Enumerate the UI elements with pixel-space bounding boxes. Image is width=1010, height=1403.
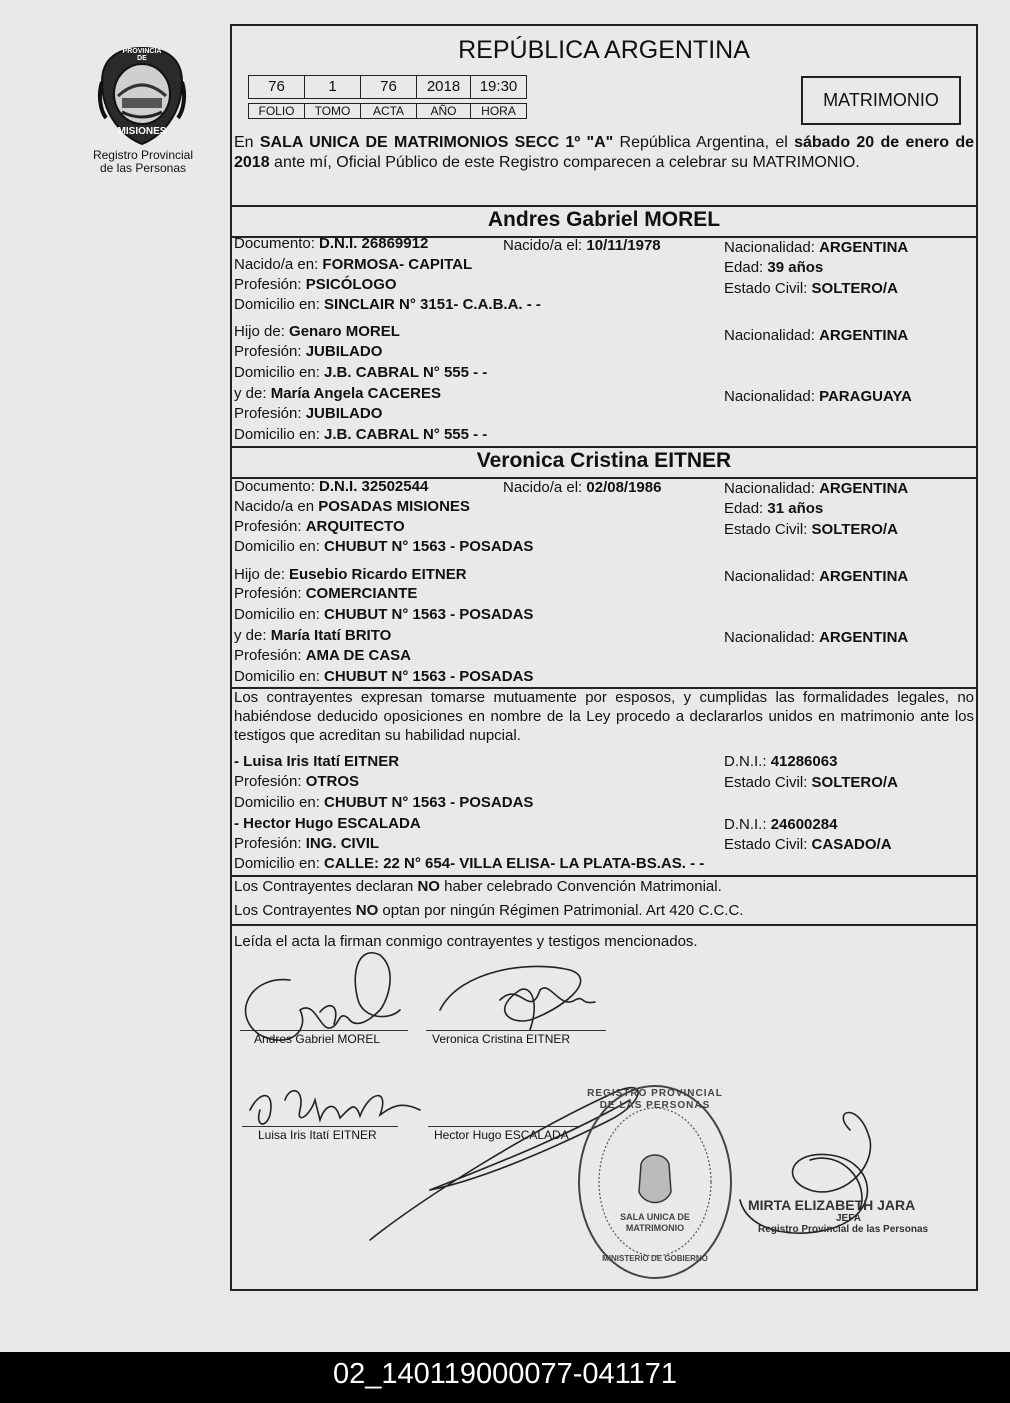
label: Nacionalidad: — [724, 239, 815, 256]
divider — [230, 205, 976, 207]
label: Profesión: — [234, 343, 302, 360]
label: Edad: — [724, 259, 764, 276]
witness1-dni — [724, 753, 837, 771]
value: JUBILADO — [305, 405, 383, 422]
intro-mid: República Argentina, el — [613, 134, 795, 151]
label: Profesión: — [234, 835, 302, 852]
spouse2-profession — [234, 518, 405, 536]
witness2-address — [234, 855, 704, 873]
spouse1-profession — [234, 276, 397, 294]
spouse1-address — [234, 296, 541, 314]
emphasis: NO — [417, 878, 440, 895]
label: y de: — [234, 385, 267, 402]
value: SOLTERO/A — [811, 774, 898, 791]
spouse1-civil-status — [724, 280, 898, 298]
value: SOLTERO/A — [811, 280, 898, 297]
label: Profesión: — [234, 518, 302, 535]
record-year-label: AÑO — [416, 103, 471, 119]
label: Profesión: — [234, 585, 302, 602]
value: FORMOSA- CAPITAL — [322, 256, 473, 273]
witness2-signature-label: Hector Hugo ESCALADA — [434, 1128, 569, 1142]
divider — [230, 875, 976, 877]
spouse1-mother — [234, 385, 441, 403]
value: J.B. CABRAL N° 555 - - — [324, 364, 488, 381]
intro-place: SALA UNICA DE MATRIMONIOS SECC 1º "A" — [259, 134, 614, 151]
text: Los Contrayentes declaran — [234, 878, 418, 895]
label: Nacido/a en — [234, 498, 315, 515]
label: Nacionalidad: — [724, 388, 815, 405]
record-folio-label: FOLIO — [248, 103, 305, 119]
intro-suffix: ante mí, Oficial Público de este Registro comparecen a celebrar su MATRIMONIO. — [269, 154, 860, 171]
divider — [230, 924, 976, 926]
value: ING. CIVIL — [305, 835, 380, 852]
intro-date: sábado 20 de enero de 2018 — [234, 134, 974, 171]
intro-paragraph — [234, 133, 974, 173]
label: D.N.I.: — [724, 753, 767, 770]
value: D.N.I. 26869912 — [319, 235, 429, 252]
value: SINCLAIR N° 3151- C.A.B.A. - - — [324, 296, 541, 313]
value: SOLTERO/A — [811, 521, 898, 538]
spouse2-mother-profession — [234, 647, 411, 665]
logo-lettering-bottom: MISIONES — [117, 126, 167, 137]
spouse1-birth-date — [503, 237, 661, 255]
label: Profesión: — [234, 405, 302, 422]
stamp-outer-text: REGISTRO PROVINCIAL DE LAS PERSONAS — [587, 1088, 723, 1111]
label: Estado Civil: — [724, 774, 808, 791]
value: ARQUITECTO — [305, 518, 405, 535]
label: y de: — [234, 627, 267, 644]
witness1-civil-status — [724, 774, 898, 792]
witness1-address — [234, 794, 533, 812]
document-code: 02_140119000077-041171 — [332, 1358, 678, 1390]
spouse1-document — [234, 235, 428, 253]
label: Documento: — [234, 235, 315, 252]
label: Estado Civil: — [724, 521, 808, 538]
value: ARGENTINA — [819, 629, 909, 646]
logo-caption-line2: de las Personas — [99, 161, 187, 175]
spouse2-father — [234, 566, 467, 584]
spouse2-mother-address — [234, 668, 533, 686]
spouse2-birth-date — [503, 479, 661, 497]
label: Estado Civil: — [724, 280, 808, 297]
spouse2-father-profession — [234, 585, 417, 603]
spouse2-father-nationality — [724, 568, 908, 586]
label: Nacionalidad: — [724, 568, 815, 585]
spouse2-document — [234, 478, 428, 496]
spouse1-signature-label: Andres Gabriel MOREL — [254, 1032, 381, 1046]
certificate-type-box — [801, 76, 961, 125]
spouse2-age — [724, 500, 823, 518]
witness2-civil-status — [724, 836, 892, 854]
stamp-inner-text: SALA UNICA DE MATRIMONIO — [620, 1212, 690, 1233]
value: 31 años — [767, 500, 824, 517]
record-acta-label: ACTA — [360, 103, 417, 119]
value: D.N.I. 32502544 — [319, 478, 429, 495]
certificate-type-label: MATRIMONIO — [823, 90, 939, 110]
value: CALLE: 22 N° 654- VILLA ELISA- LA PLATA-BS.AS. - - — [324, 855, 705, 872]
value: - Hector Hugo ESCALADA — [234, 815, 421, 832]
stamp-bottom-text: MINISTERIO DE GOBIERNO — [602, 1254, 708, 1263]
label: Nacido/a en: — [234, 256, 319, 273]
spouse2-civil-status — [724, 521, 898, 539]
record-acta-value: 76 — [360, 75, 417, 99]
official-name-stamp — [748, 1197, 948, 1235]
spouse2-signature-label: Veronica Cristina EITNER — [432, 1032, 571, 1046]
label: Profesión: — [234, 647, 302, 664]
label: Domicilio en: — [234, 538, 320, 555]
label: Domicilio en: — [234, 855, 320, 872]
spouse1-mother-address — [234, 426, 487, 444]
spouse2-mother — [234, 627, 391, 645]
official-circular-stamp — [575, 1082, 735, 1282]
label: Domicilio en: — [234, 794, 320, 811]
spouse2-birth-place — [234, 498, 470, 516]
label: Hijo de: — [234, 323, 285, 340]
spouse1-father-profession — [234, 343, 382, 361]
record-hour-value: 19:30 — [470, 75, 527, 99]
logo-lettering-top: PROVINCIA DE — [122, 48, 162, 62]
label: Nacido/a el: — [503, 237, 583, 254]
record-tomo-value: 1 — [304, 75, 361, 99]
convention-statement — [234, 878, 722, 896]
value: CHUBUT N° 1563 - POSADAS — [324, 538, 534, 555]
value: 41286063 — [770, 753, 838, 770]
record-hour-label: HORA — [470, 103, 527, 119]
value: 02/08/1986 — [586, 479, 662, 496]
text: Los Contrayentes — [234, 902, 356, 919]
spouse1-father-address — [234, 364, 487, 382]
emphasis: NO — [355, 902, 379, 919]
label: Domicilio en: — [234, 606, 320, 623]
label: Nacido/a el: — [503, 479, 583, 496]
document-barcode-strip — [0, 1352, 1010, 1403]
witness2-profession — [234, 835, 379, 853]
spouse1-father — [234, 323, 400, 341]
closing-statement: Leída el acta la firman conmigo contrayentes y testigos mencionados. — [234, 933, 698, 950]
spouse1-nationality — [724, 239, 908, 257]
label: Profesión: — [234, 773, 302, 790]
spouse2-address — [234, 538, 533, 556]
witness1-name — [234, 753, 399, 771]
witness1-profession — [234, 773, 359, 791]
logo-caption — [80, 149, 206, 175]
value: María Angela CACERES — [270, 385, 442, 402]
regime-statement — [234, 902, 743, 920]
official-role: JEFA — [836, 1213, 862, 1224]
value: AMA DE CASA — [305, 647, 411, 664]
spouse2-father-address — [234, 606, 533, 624]
spouse2-name: Veronica Cristina EITNER — [476, 449, 732, 472]
label: Domicilio en: — [234, 426, 320, 443]
spouse1-mother-profession — [234, 405, 382, 423]
value: 24600284 — [770, 816, 838, 833]
divider — [230, 446, 976, 448]
text: haber celebrado Convención Matrimonial. — [439, 878, 722, 895]
value: Eusebio Ricardo EITNER — [289, 566, 467, 583]
value: OTROS — [305, 773, 360, 790]
official-office: Registro Provincial de las Personas — [758, 1224, 929, 1235]
record-tomo-label: TOMO — [304, 103, 361, 119]
province-logo — [96, 44, 188, 148]
label: Edad: — [724, 500, 764, 517]
label: Nacionalidad: — [724, 480, 815, 497]
value: ARGENTINA — [819, 568, 909, 585]
value: 39 años — [767, 259, 824, 276]
value: Genaro MOREL — [289, 323, 400, 340]
value: J.B. CABRAL N° 555 - - — [324, 426, 488, 443]
label: Estado Civil: — [724, 836, 808, 853]
label: Nacionalidad: — [724, 629, 815, 646]
text: optan por ningún Régimen Patrimonial. Art 420 C.C.C. — [378, 902, 744, 919]
official-name: MIRTA ELIZABETH JARA — [748, 1197, 916, 1213]
value: ARGENTINA — [819, 480, 909, 497]
value: COMERCIANTE — [305, 585, 418, 602]
intro-prefix: En — [234, 134, 260, 151]
label: Domicilio en: — [234, 364, 320, 381]
value: PARAGUAYA — [819, 388, 912, 405]
witness2-dni — [724, 816, 837, 834]
value: CASADO/A — [811, 836, 892, 853]
value: - Luisa Iris Itatí EITNER — [234, 753, 400, 770]
label: Nacionalidad: — [724, 327, 815, 344]
label: Domicilio en: — [234, 296, 320, 313]
label: D.N.I.: — [724, 816, 767, 833]
record-folio-value: 76 — [248, 75, 305, 99]
label: Domicilio en: — [234, 668, 320, 685]
spouse1-age — [724, 259, 823, 277]
value: JUBILADO — [305, 343, 383, 360]
label: Documento: — [234, 478, 315, 495]
value: POSADAS MISIONES — [318, 498, 470, 515]
value: CHUBUT N° 1563 - POSADAS — [324, 606, 534, 623]
spouse2-mother-nationality — [724, 629, 908, 647]
value: ARGENTINA — [819, 239, 909, 256]
spouse2-nationality — [724, 480, 908, 498]
value: ARGENTINA — [819, 327, 909, 344]
logo-caption-line1: Registro Provincial — [92, 148, 194, 162]
witness2-name — [234, 815, 421, 833]
value: María Itatí BRITO — [270, 627, 392, 644]
label: Hijo de: — [234, 566, 285, 583]
page-title: REPÚBLICA ARGENTINA — [458, 36, 750, 64]
spouse1-birth-place — [234, 256, 472, 274]
value: CHUBUT N° 1563 - POSADAS — [324, 668, 534, 685]
declaration-paragraph: Los contrayentes expresan tomarse mutuamente por esposos, y cumplidas las formalidades legales, no habiéndose deducido oposiciones en nombre de la Ley procedo a declararlos unidos en matrimonio ante los testigos que acreditan su habilidad nupcial. — [234, 689, 974, 744]
value: CHUBUT N° 1563 - POSADAS — [324, 794, 534, 811]
spouse1-mother-nationality — [724, 388, 912, 406]
value: 10/11/1978 — [586, 237, 661, 254]
spouse1-name: Andres Gabriel MOREL — [487, 208, 721, 231]
record-year-value: 2018 — [416, 75, 471, 99]
value: PSICÓLOGO — [305, 276, 397, 293]
spouse1-father-nationality — [724, 327, 908, 345]
witness1-signature-label: Luisa Iris Itatí EITNER — [258, 1128, 377, 1142]
label: Profesión: — [234, 276, 302, 293]
